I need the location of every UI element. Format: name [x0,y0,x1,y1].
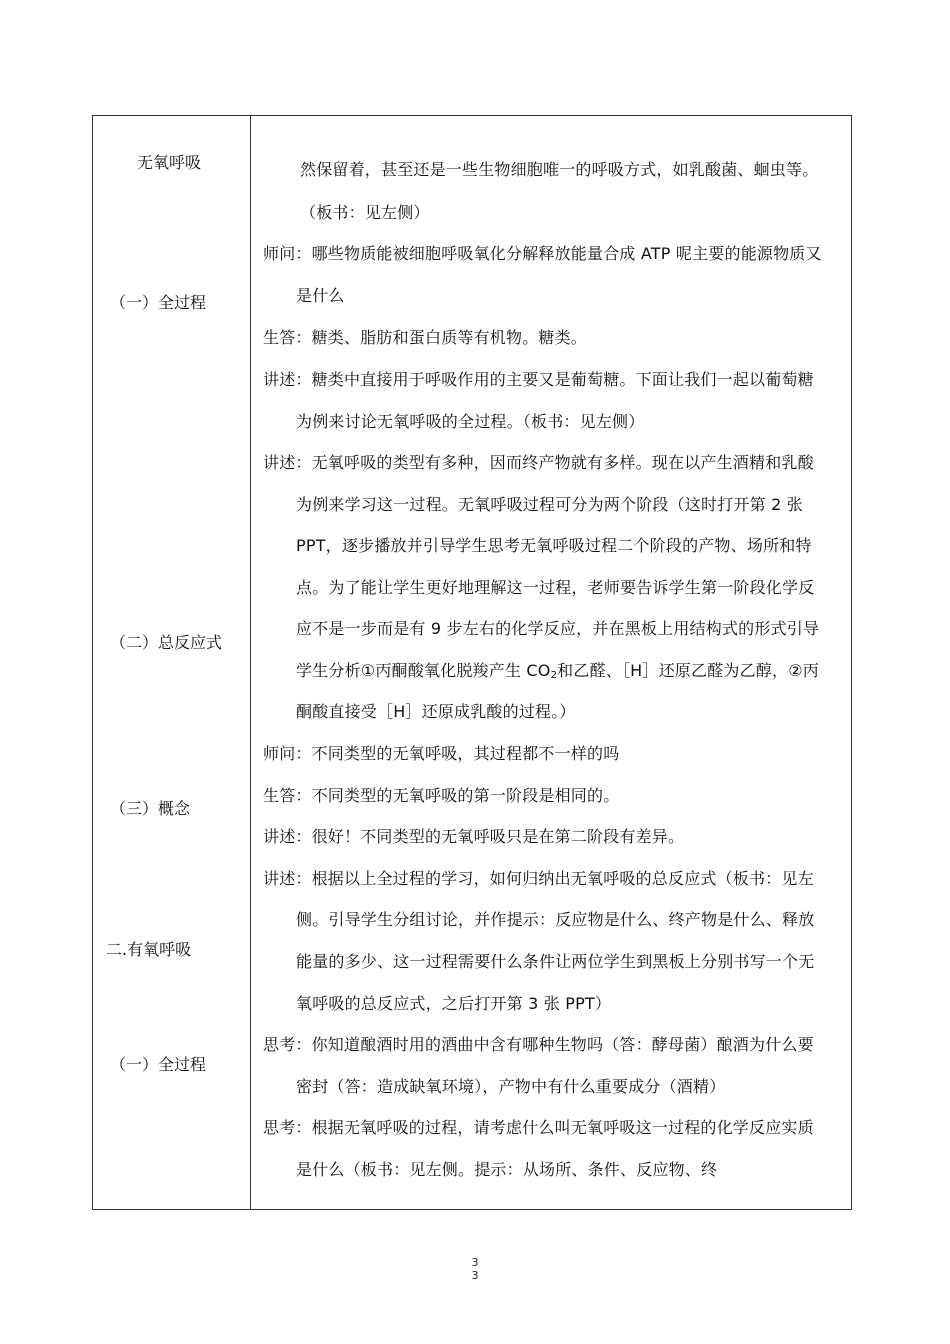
text-line: 为例来讨论无氧呼吸的全过程。（板书：见左侧） [296,412,645,431]
text-line: 酮酸直接受［H］还原成乳酸的过程。） [296,702,576,721]
text-line: 为例来学习这一过程。无氧呼吸过程可分为两个阶段（这时打开第 2 张 [296,495,803,514]
outline-concept: （三）概念 [110,799,191,818]
outline-total-reaction: （二）总反应式 [110,633,223,652]
text-line: 是什么 [296,286,345,305]
text-line: 讲述：无氧呼吸的类型有多种，因而终产物就有多样。现在以产生酒精和乳酸 [263,453,814,472]
text-line: 师问：不同类型的无氧呼吸，其过程都不一样的吗 [263,744,620,763]
text-line: 然保留着，甚至还是一些生物细胞唯一的呼吸方式，如乳酸菌、蛔虫等。 [300,160,819,179]
subscript: 2 [550,670,558,681]
page-number: 3 [471,1256,479,1269]
text-line: 讲述：根据以上全过程的学习，如何归纳出无氧呼吸的总反应式（板书：见左 [263,869,814,888]
text-line: 思考：你知道酿酒时用的酒曲中含有哪种生物吗（答：酵母菌）酿酒为什么要 [263,1035,814,1054]
text-line: 能量的多少、这一过程需要什么条件让两位学生到黑板上分别书写一个无 [296,952,815,971]
text-line: PPT，逐步播放并引导学生思考无氧呼吸过程二个阶段的产物、场所和特 [296,536,812,555]
outline-aerobic: 二.有氧呼吸 [106,940,192,959]
outline-anaerobic: 无氧呼吸 [137,153,202,172]
text-line: 应不是一步而是有 9 步左右的化学反应，并在黑板上用结构式的形式引导 [296,619,820,638]
text-line: 生答：不同类型的无氧呼吸的第一阶段是相同的。 [263,786,620,805]
text-line: 是什么（板书：见左侧。提示：从场所、条件、反应物、终 [296,1160,718,1179]
text-line: 生答：糖类、脂肪和蛋白质等有机物。糖类。 [263,328,588,347]
text-line: 密封（答：造成缺氧环境），产物中有什么重要成分（酒精） [296,1077,726,1096]
text-line: 思考：根据无氧呼吸的过程，请考虑什么叫无氧呼吸这一过程的化学反应实质 [263,1118,814,1137]
outline-full-process-2: （一）全过程 [110,1055,207,1074]
text-line: （板书：见左侧） [300,203,430,222]
text-line: 点。为了能让学生更好地理解这一过程，老师要告诉学生第一阶段化学反 [296,578,815,597]
text-segment: 学生分析①丙酮酸氧化脱羧产生 CO [296,661,551,680]
text-segment: 和乙醛、［H］还原乙醛为乙醇，②丙 [557,661,819,680]
text-line: 氧呼吸的总反应式，之后打开第 3 张 PPT） [296,994,612,1013]
text-line [296,661,819,686]
page-number: 3 [471,1269,479,1282]
text-line: 讲述：糖类中直接用于呼吸作用的主要又是葡萄糖。下面让我们一起以葡萄糖 [263,370,814,389]
outline-full-process: （一）全过程 [110,293,207,312]
text-line: 侧。引导学生分组讨论，并作提示：反应物是什么、终产物是什么、释放 [296,910,815,929]
text-line: 讲述：很好！不同类型的无氧呼吸只是在第二阶段有差异。 [263,827,685,846]
text-line: 师问：哪些物质能被细胞呼吸氧化分解释放能量合成 ATP 呢主要的能源物质又 [263,244,822,263]
column-divider [250,116,251,1209]
